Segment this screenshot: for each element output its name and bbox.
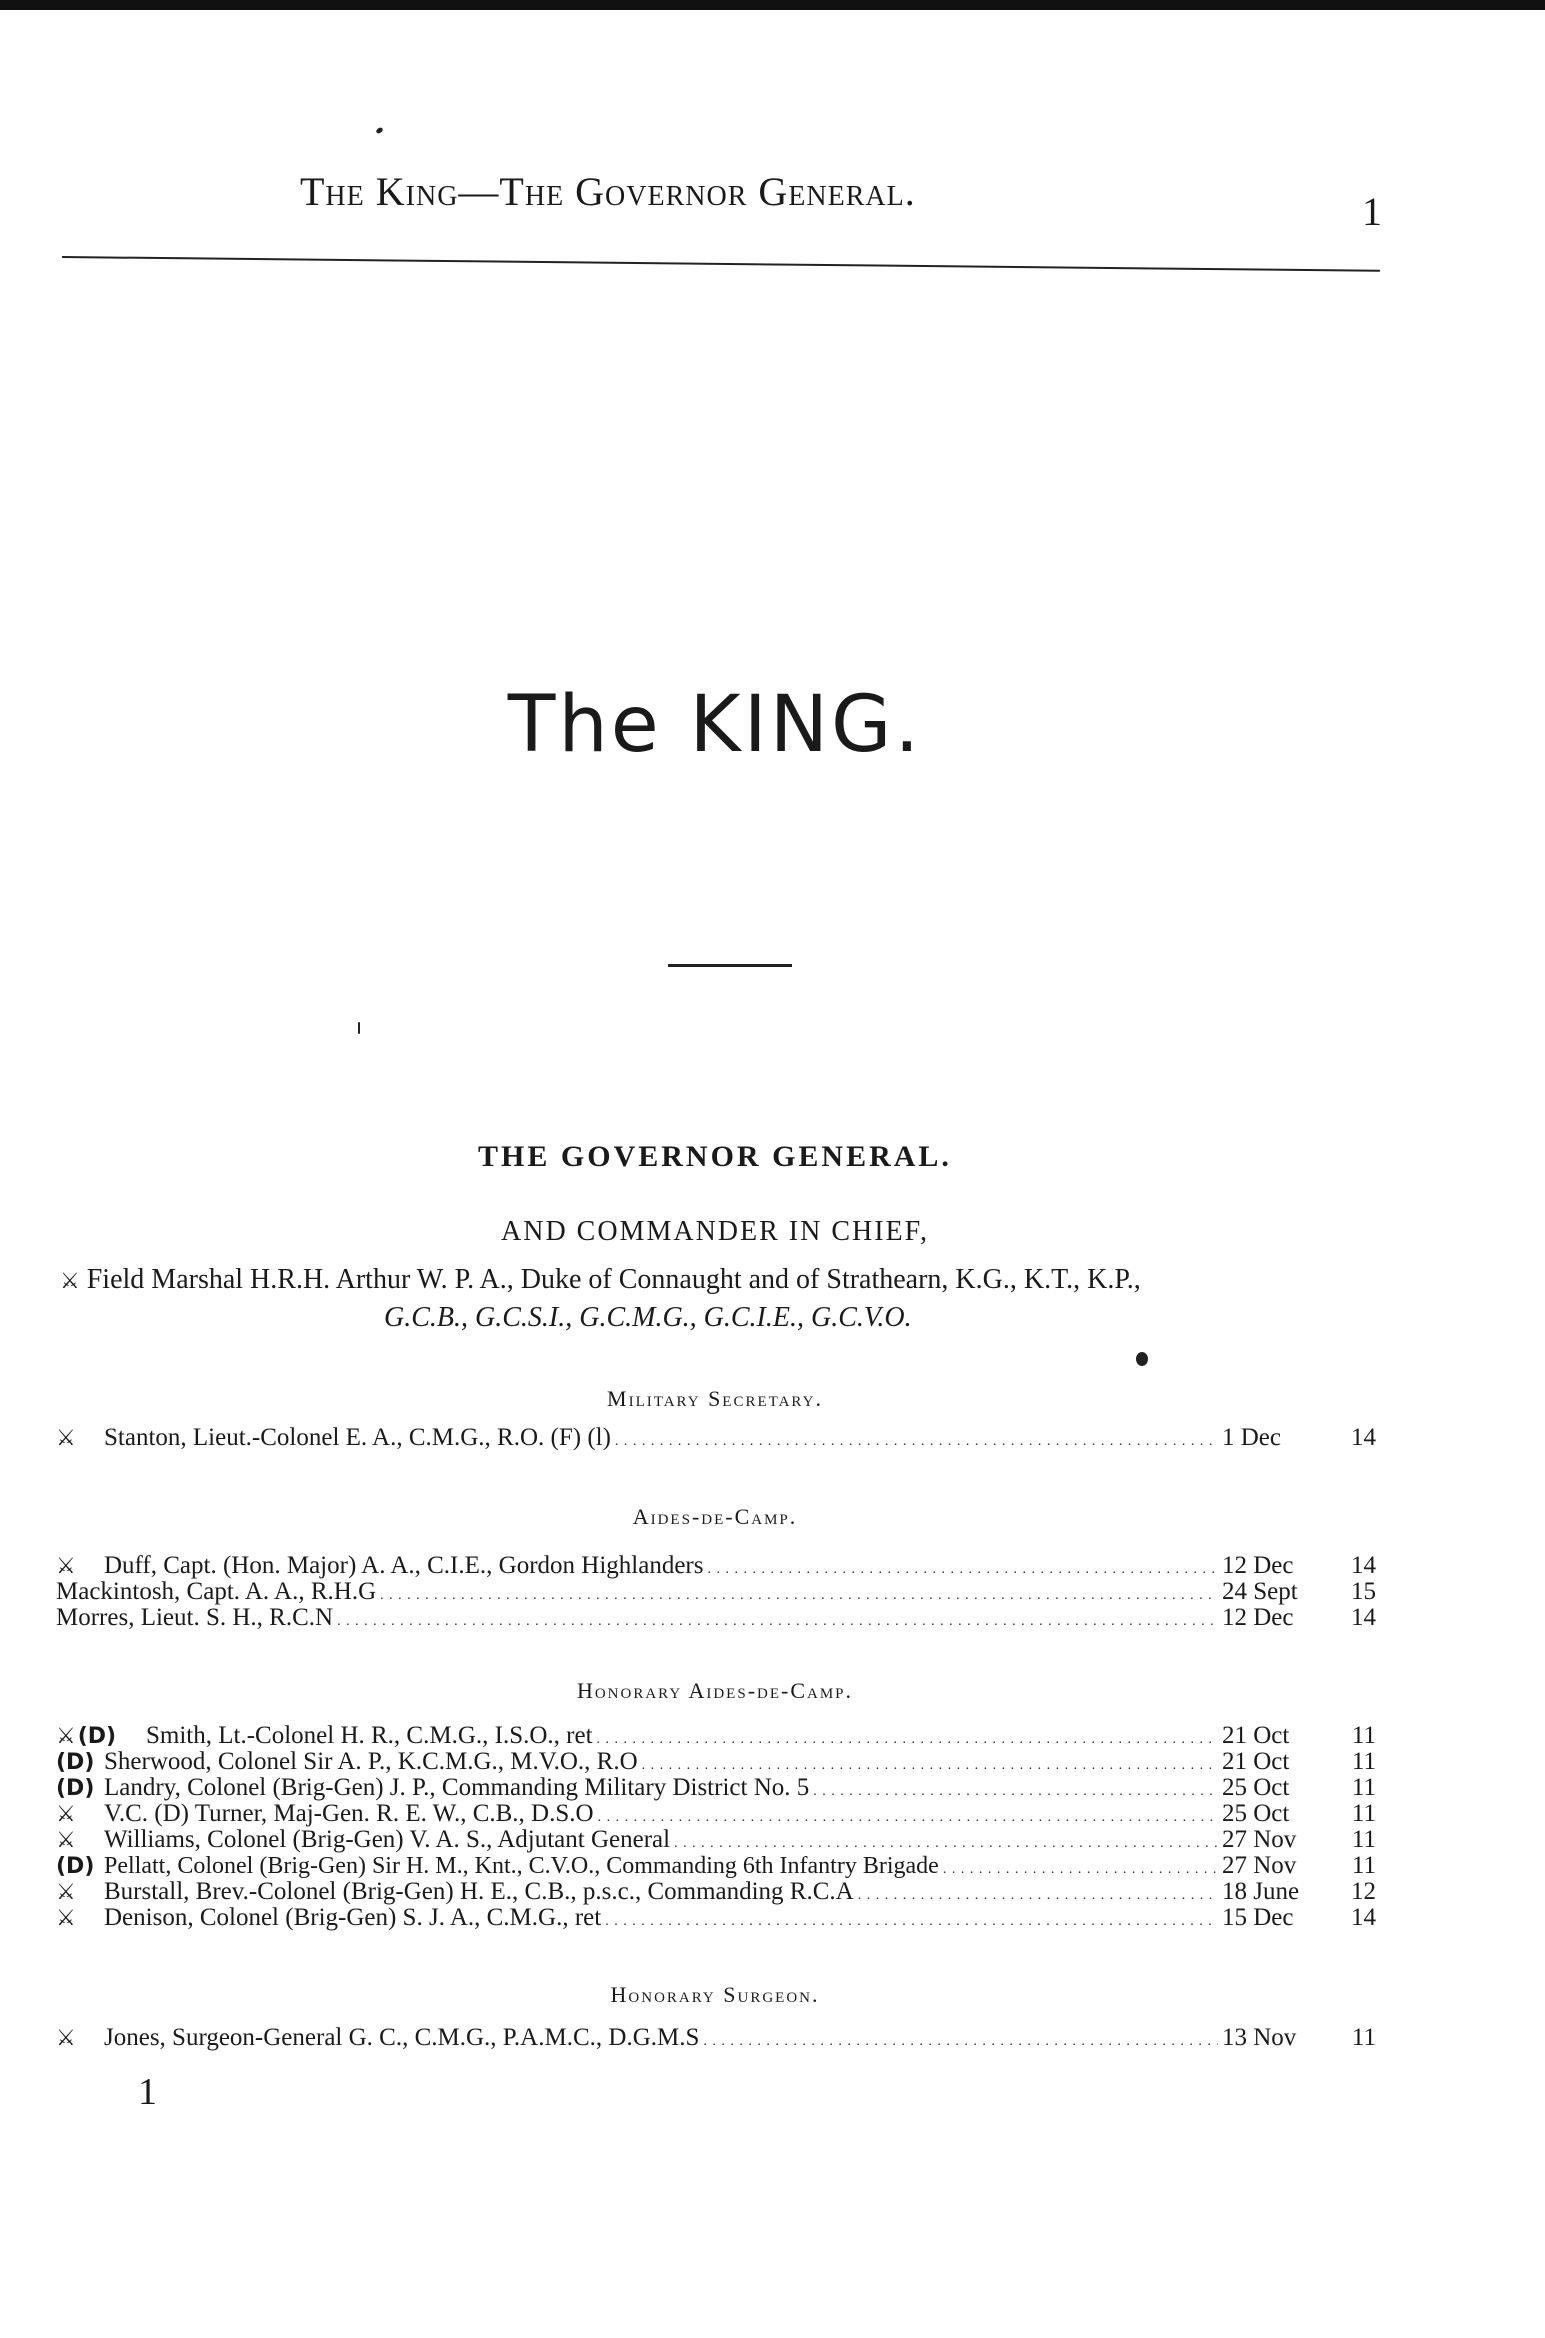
entry-year: 11	[1351, 1852, 1376, 1879]
list-item	[56, 1774, 1376, 1802]
entry-year: 11	[1351, 1722, 1376, 1749]
leader-dots	[642, 1748, 1218, 1776]
entry-year: 11	[1351, 1826, 1376, 1853]
crossed-swords-icon: ⚔	[56, 1801, 76, 1826]
entry-date: 27 Nov	[1222, 1852, 1297, 1879]
crossed-swords-icon: ⚔	[56, 2025, 76, 2050]
entry-name: Stanton, Lieut.-Colonel E. A., C.M.G., R.O. (F) (l)	[104, 1424, 611, 1451]
crossed-swords-icon: ⚔	[60, 1268, 80, 1293]
crossed-swords-icon: ⚔	[56, 1553, 76, 1578]
entry-marks	[56, 1826, 104, 1854]
entry-marks	[56, 1424, 104, 1452]
entry-marks	[56, 1774, 104, 1802]
d-mark: (D)	[56, 1776, 95, 1801]
entry-year: 11	[1351, 1800, 1376, 1827]
crossed-swords-icon: ⚔	[56, 1827, 76, 1852]
entry-year: 11	[1351, 1748, 1376, 1775]
leader-dots	[707, 1552, 1218, 1580]
leader-dots	[703, 2024, 1218, 2052]
scan-top-edge	[0, 0, 1545, 10]
entry-name: Smith, Lt.-Colonel H. R., C.M.G., I.S.O., ret	[146, 1722, 593, 1749]
list-item	[56, 1904, 1376, 1932]
ink-speck	[375, 126, 384, 134]
entry-name: Morres, Lieut. S. H., R.C.N	[56, 1604, 334, 1631]
leader-dots	[674, 1826, 1218, 1854]
entry-date: 21 Oct	[1222, 1722, 1290, 1749]
entry-name: Denison, Colonel (Brig-Gen) S. J. A., C.M.G., ret	[104, 1904, 602, 1931]
entry-marks	[56, 2024, 104, 2052]
entry-marks	[56, 1878, 104, 1906]
list-item	[56, 1604, 1376, 1632]
entry-year: 11	[1351, 1774, 1376, 1801]
entry-date: 1 Dec	[1222, 1424, 1281, 1451]
entry-marks	[56, 1552, 104, 1580]
entry-date: 15 Dec	[1222, 1904, 1294, 1931]
leader-dots	[943, 1852, 1218, 1880]
list-item	[56, 1424, 1376, 1452]
list-item	[56, 1800, 1376, 1828]
entry-date: 25 Oct	[1222, 1774, 1290, 1801]
governor-general-subheading: AND COMMANDER IN CHIEF,	[501, 1216, 929, 1247]
entry-year: 12	[1351, 1878, 1376, 1905]
d-mark: (D)	[56, 1854, 95, 1879]
running-head: The King—The Governor General.	[300, 169, 916, 214]
governor-general-heading: THE GOVERNOR GENERAL.	[478, 1140, 952, 1173]
entry-year: 11	[1351, 2024, 1376, 2051]
list-item	[56, 1748, 1376, 1776]
governor-general-line-1	[60, 1264, 1141, 1296]
entry-marks	[56, 1800, 104, 1828]
leader-dots	[598, 1800, 1218, 1828]
crossed-swords-icon: ⚔	[56, 1425, 76, 1450]
entry-name: Mackintosh, Capt. A. A., R.H.G	[56, 1578, 377, 1605]
page-title: The KING.	[507, 680, 923, 770]
entry-date: 24 Sept	[1222, 1578, 1298, 1605]
entry-date: 27 Nov	[1222, 1826, 1297, 1853]
entry-date: 18 June	[1222, 1878, 1300, 1905]
leader-dots	[337, 1604, 1218, 1632]
crossed-swords-icon: ⚔	[56, 1879, 76, 1904]
section-heading-aides-de-camp: Aides-de-Camp.	[632, 1504, 798, 1529]
entry-name: Sherwood, Colonel Sir A. P., K.C.M.G., M.V.O., R.O	[104, 1748, 638, 1775]
page-number-bottom: 1	[138, 2071, 157, 2113]
list-item	[56, 2024, 1376, 2052]
entry-name: Duff, Capt. (Hon. Major) A. A., C.I.E., Gordon Highlanders	[104, 1552, 704, 1579]
section-heading-military-secretary: Military Secretary.	[607, 1386, 823, 1411]
ink-speck	[1136, 1352, 1148, 1366]
entry-name: Williams, Colonel (Brig-Gen) V. A. S., Adjutant General	[104, 1826, 671, 1853]
entry-year: 14	[1351, 1424, 1376, 1451]
page-number-top: 1	[1362, 189, 1382, 234]
leader-dots	[858, 1878, 1218, 1906]
entry-name: Landry, Colonel (Brig-Gen) J. P., Commanding Military District No. 5	[104, 1774, 810, 1801]
entry-name: Jones, Surgeon-General G. C., C.M.G., P.A.M.C., D.G.M.S	[104, 2024, 700, 2051]
section-heading-honorary-surgeon: Honorary Surgeon.	[610, 1982, 820, 2007]
leader-dots	[605, 1904, 1218, 1932]
governor-general-line-2: G.C.B., G.C.S.I., G.C.M.G., G.C.I.E., G.C.V.O.	[384, 1302, 912, 1333]
entry-name: V.C. (D) Turner, Maj-Gen. R. E. W., C.B., D.S.O	[104, 1800, 594, 1827]
entry-year: 14	[1351, 1604, 1376, 1631]
entry-name: Burstall, Brev.-Colonel (Brig-Gen) H. E., C.B., p.s.c., Commanding R.C.A	[104, 1878, 854, 1905]
entry-marks	[56, 1904, 104, 1932]
entry-date: 12 Dec	[1222, 1604, 1294, 1631]
crossed-swords-icon: ⚔	[56, 1905, 76, 1930]
leader-dots	[615, 1424, 1218, 1452]
entry-year: 15	[1351, 1578, 1376, 1605]
leader-dots	[813, 1774, 1218, 1802]
list-item	[56, 1722, 1376, 1750]
entry-marks	[56, 1748, 104, 1776]
list-item	[56, 1578, 1376, 1606]
ink-speck	[358, 1022, 360, 1034]
title-rule	[668, 964, 792, 967]
entry-date: 21 Oct	[1222, 1748, 1290, 1775]
entry-date: 13 Nov	[1222, 2024, 1297, 2051]
entry-date: 12 Dec	[1222, 1552, 1294, 1579]
leader-dots	[380, 1578, 1218, 1606]
entry-year: 14	[1351, 1552, 1376, 1579]
section-heading-honorary-aides-de-camp: Honorary Aides-de-Camp.	[576, 1678, 854, 1703]
entry-marks	[56, 1722, 146, 1750]
entry-date: 25 Oct	[1222, 1800, 1290, 1827]
entry-name: Pellatt, Colonel (Brig-Gen) Sir H. M., Knt., C.V.O., Commanding 6th Infantry Brigade	[104, 1853, 939, 1879]
d-mark: (D)	[77, 1724, 117, 1749]
crossed-swords-icon: ⚔	[56, 1723, 76, 1748]
list-item	[56, 1878, 1376, 1906]
list-item	[56, 1552, 1376, 1580]
leader-dots	[597, 1722, 1218, 1750]
header-rule	[62, 256, 1380, 272]
list-item	[56, 1852, 1376, 1880]
entry-year: 14	[1351, 1904, 1376, 1931]
list-item	[56, 1826, 1376, 1854]
entry-marks	[56, 1852, 104, 1880]
d-mark: (D)	[56, 1750, 95, 1775]
governor-general-name: Field Marshal H.R.H. Arthur W. P. A., Duke of Connaught and of Strathearn, K.G., K.T., K.P.,	[86, 1264, 1141, 1295]
